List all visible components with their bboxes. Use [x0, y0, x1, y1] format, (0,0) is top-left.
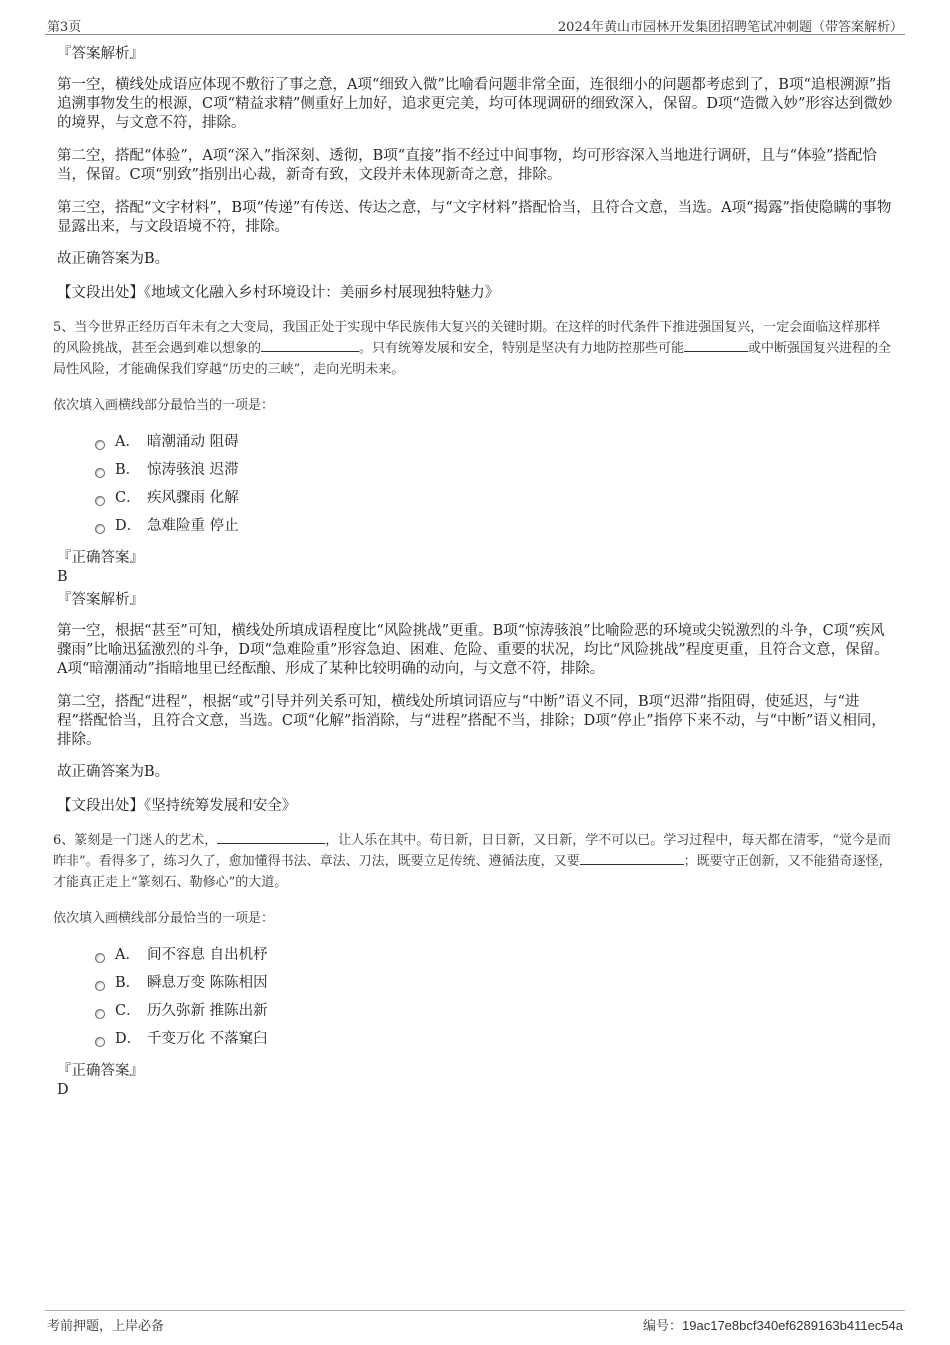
stem-segment: 或中断强国复兴进程的全局性风险，才能确保我们穿越“历史的三峡”，走向光明未来。 — [53, 341, 892, 377]
fill-blank — [261, 338, 359, 352]
radio-icon[interactable] — [95, 981, 105, 991]
radio-icon[interactable] — [95, 496, 105, 506]
option-letter: A． — [115, 434, 140, 450]
option-text: 惊涛骇浪 迟滞 — [147, 462, 239, 478]
fill-blank — [580, 851, 684, 865]
analysis-label: 『答案解析』 — [57, 46, 144, 62]
analysis-paragraph: 第二空，搭配“进程”，根据“或”引导并列关系可知，横线处所填词语应与“中断”语义不同，B项“迟滞”指阻碍，使延迟，与“进程”搭配恰当，且符合文意，当选。C项“化解”指消除，与“进程”搭配不当，排除；D项“停止”指停下来不动，与“中断”语义相同，排除。 — [57, 694, 886, 748]
option-d[interactable] — [95, 512, 893, 540]
option-letter: D． — [115, 518, 142, 534]
page-header — [45, 14, 905, 35]
option-c[interactable] — [95, 997, 893, 1025]
code-value: 19ac17e8bcf340ef6289163b411ec54a — [682, 1318, 903, 1333]
question-stem — [53, 317, 893, 380]
option-list — [95, 941, 893, 1053]
page-footer — [45, 1310, 905, 1335]
document-title: 2024年黄山市园林开发集团招聘笔试冲刺题（带答案解析） — [557, 20, 903, 35]
option-text: 历久弥新 推陈出新 — [147, 1003, 268, 1019]
stem-segment: ，让人乐在其中。苟日新，日日新，又日新，学不可以已。学习过程中，每天都在清零，“觉今是而昨非”。看得多了，练习久了，愈加懂得书法、章法、刀法，既要立足传统、遵循法度，又要 — [53, 833, 891, 869]
page-number: 第3页 — [47, 20, 82, 35]
analysis-paragraph: 第一空，根据“甚至”可知，横线处所填成语程度比“风险挑战”更重。B项“惊涛骇浪”比喻险恶的环境或尖锐激烈的斗争，C项“疾风骤雨”比喻迅猛激烈的斗争，D项“急难险重”形容急迫、困难、危险、重要的状况，均比“风险挑战”程度更重，且符合文意，保留。A项“暗潮涌动”指暗地里已经酝酿、形成了某种比较明确的动向，与文意不符，排除。 — [57, 623, 889, 677]
correct-answer-label: 『正确答案』 — [57, 550, 144, 566]
option-text: 急难险重 停止 — [147, 518, 239, 534]
question-instruction: 依次填入画横线部分最恰当的一项是： — [53, 911, 275, 926]
stem-segment: 。只有统筹发展和安全，特别是坚决有力地防控那些可能 — [359, 341, 685, 356]
correct-answer-value: D — [57, 1082, 69, 1098]
conclusion-text: 故正确答案为B。 — [57, 764, 170, 780]
q4-analysis-section — [57, 44, 893, 303]
option-c[interactable] — [95, 484, 893, 512]
question-stem — [53, 830, 893, 893]
option-letter: C． — [115, 490, 141, 506]
option-text: 暗潮涌动 阻碍 — [147, 434, 239, 450]
stem-segment: 5、当今世界正经历百年未有之大变局，我国正处于实现中华民族伟大复兴的关键时期。在这样的时代条件下推进强国复兴，一定会面临这样那样的风险挑战，甚至会遇到难以想象的 — [53, 320, 881, 356]
stem-segment: ；既要守正创新，又不能猎奇逐怪，才能真正走上“篆刻石、勒修心”的大道。 — [53, 854, 892, 890]
radio-icon[interactable] — [95, 953, 105, 963]
option-a[interactable] — [95, 428, 893, 456]
source-text: 【文段出处】《地域文化融入乡村环境设计：美丽乡村展现独特魅力》 — [57, 285, 500, 301]
option-text: 间不容息 自出机杼 — [147, 947, 268, 963]
radio-icon[interactable] — [95, 468, 105, 478]
option-letter: C． — [115, 1003, 141, 1019]
analysis-paragraph: 第三空，搭配“文字材料”，B项“传递”有传送、传达之意，与“文字材料”搭配恰当，且符合文意，当选。A项“揭露”指使隐瞒的事物显露出来，与文段语境不符，排除。 — [57, 200, 892, 235]
analysis-paragraph: 第一空，横线处成语应体现不敷衍了事之意，A项“细致入微”比喻看问题非常全面，连很细小的问题都考虑到了，B项“追根溯源”指追溯事物发生的根源，C项“精益求精”侧重好上加好，追求更完美，均可体现调研的细致深入，保留。D项“造微入妙”形容达到微妙的境界，与文意不符，排除。 — [57, 77, 893, 131]
fill-blank — [684, 338, 748, 352]
option-letter: D． — [115, 1031, 142, 1047]
option-text: 千变万化 不落窠臼 — [147, 1031, 268, 1047]
option-text: 疾风骤雨 化解 — [147, 490, 239, 506]
correct-answer-label: 『正确答案』 — [57, 1063, 144, 1079]
main-content — [53, 44, 893, 1099]
radio-icon[interactable] — [95, 1009, 105, 1019]
radio-icon[interactable] — [95, 524, 105, 534]
radio-icon[interactable] — [95, 440, 105, 450]
footer-code — [643, 1315, 903, 1334]
footer-slogan: 考前押题，上岸必备 — [47, 1319, 165, 1334]
option-letter: B． — [115, 975, 141, 991]
option-a[interactable] — [95, 941, 893, 969]
conclusion-text: 故正确答案为B。 — [57, 251, 170, 267]
analysis-paragraph: 第二空，搭配“体验”，A项“深入”指深刻、透彻，B项“直接”指不经过中间事物，均可形容深入当地进行调研，且与“体验”搭配恰当，保留。C项“别致”指别出心裁，新奇有致，文段并未体现新奇之意，排除。 — [57, 148, 877, 183]
option-letter: A． — [115, 947, 140, 963]
question-5 — [53, 317, 893, 816]
option-d[interactable] — [95, 1025, 893, 1053]
question-instruction: 依次填入画横线部分最恰当的一项是： — [53, 398, 275, 413]
source-text: 【文段出处】《坚持统筹发展和安全》 — [57, 798, 297, 814]
option-b[interactable] — [95, 969, 893, 997]
option-letter: B． — [115, 462, 141, 478]
code-label: 编号： — [643, 1319, 683, 1334]
option-list — [95, 428, 893, 540]
option-b[interactable] — [95, 456, 893, 484]
radio-icon[interactable] — [95, 1037, 105, 1047]
fill-blank — [217, 830, 325, 844]
question-6 — [53, 830, 893, 1099]
option-text: 瞬息万变 陈陈相因 — [147, 975, 268, 991]
correct-answer-value: B — [57, 569, 68, 585]
stem-segment: 6、篆刻是一门迷人的艺术， — [53, 833, 218, 848]
analysis-label: 『答案解析』 — [57, 592, 144, 608]
